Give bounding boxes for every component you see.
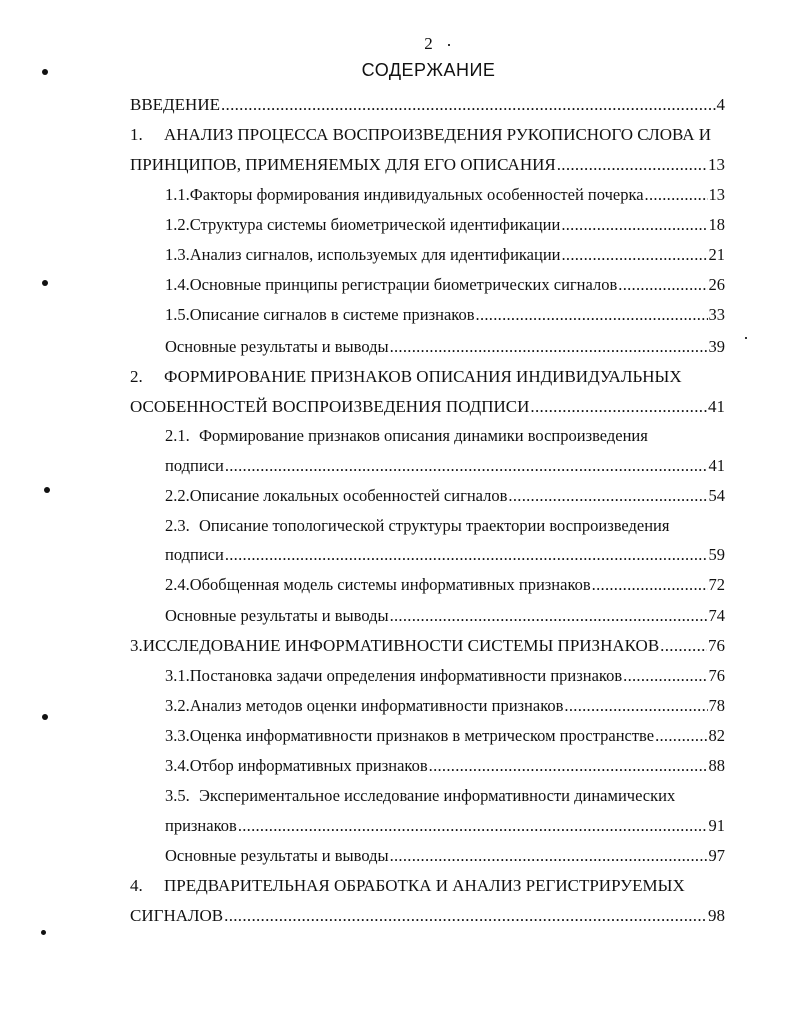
leader-dots <box>530 397 707 417</box>
toc-entry-3-2[interactable] <box>165 696 725 716</box>
section-number: 1.1. <box>165 185 190 204</box>
toc-entry-1-1[interactable] <box>165 185 725 205</box>
section-number: 1.4. <box>165 275 190 294</box>
scan-speck <box>745 337 747 339</box>
section-number: 2.1. <box>165 426 190 445</box>
toc-entry-label: Описание сигналов в системе признаков <box>189 305 475 324</box>
toc-entry-page: 72 <box>708 575 725 594</box>
chapter-title-line1: АНАЛИЗ ПРОЦЕССА ВОСПРОИЗВЕДЕНИЯ РУКОПИСНОГО СЛОВА И <box>164 125 712 144</box>
binder-mark <box>42 280 48 286</box>
toc-chapter-2-line2[interactable] <box>130 397 725 417</box>
toc-entry-page: 13 <box>708 185 725 204</box>
toc-entry-label-line2: подписи <box>165 456 224 475</box>
toc-entry-2-4[interactable] <box>165 575 725 595</box>
binder-mark <box>42 714 48 720</box>
toc-entry-label: Основные результаты и выводы <box>165 846 389 865</box>
toc-entry-1-2[interactable] <box>165 215 725 235</box>
toc-entry-page: 54 <box>708 486 725 505</box>
toc-entry-label: Описание локальных особенностей сигналов <box>189 486 508 505</box>
toc-entry-label-line1: Описание топологической структуры траектории воспроизведения <box>199 516 670 535</box>
toc-entry-2-3-line1[interactable] <box>165 516 669 536</box>
leader-dots <box>508 486 707 506</box>
toc-chapter-4-line1[interactable] <box>130 876 685 896</box>
toc-entry-results-1[interactable] <box>165 337 725 357</box>
section-number: 1.3. <box>165 245 190 264</box>
toc-entry-page: 88 <box>708 756 725 775</box>
leader-dots <box>655 726 707 746</box>
toc-entry-3-4[interactable] <box>165 756 725 776</box>
toc-entry-page: 4 <box>716 95 725 114</box>
chapter-title-line1: ФОРМИРОВАНИЕ ПРИЗНАКОВ ОПИСАНИЯ ИНДИВИДУАЛЬНЫХ <box>164 367 682 386</box>
chapter-number: 4. <box>130 876 143 895</box>
toc-entry-label: Основные принципы регистрации биометрических сигналов <box>189 275 618 294</box>
toc-entry-2-3-line2[interactable] <box>165 545 725 565</box>
toc-entry-2-1-line1[interactable] <box>165 426 648 446</box>
leader-dots <box>238 816 708 836</box>
toc-entry-results-3[interactable] <box>165 846 725 866</box>
section-number: 2.4. <box>165 575 190 594</box>
toc-entry-label: ВВЕДЕНИЕ <box>130 95 220 114</box>
toc-entry-2-2[interactable] <box>165 486 725 506</box>
section-number: 3.3. <box>165 726 190 745</box>
chapter-title-line1: ПРЕДВАРИТЕЛЬНАЯ ОБРАБОТКА И АНАЛИЗ РЕГИСТРИРУЕМЫХ <box>164 876 685 895</box>
toc-entry-page: 21 <box>708 245 725 264</box>
chapter-title-line2: ОСОБЕННОСТЕЙ ВОСПРОИЗВЕДЕНИЯ ПОДПИСИ <box>130 397 530 416</box>
toc-chapter-1-line1[interactable] <box>130 125 711 145</box>
toc-entry-page: 78 <box>708 696 725 715</box>
leader-dots <box>564 696 707 716</box>
toc-entry-2-1-line2[interactable] <box>165 456 725 476</box>
toc-entry-intro[interactable] <box>130 95 725 115</box>
toc-chapter-4-line2[interactable] <box>130 906 725 926</box>
toc-entry-page: 41 <box>708 456 725 475</box>
leader-dots <box>561 245 707 265</box>
leader-dots <box>225 456 708 476</box>
chapter-number: 1. <box>130 125 143 144</box>
chapter-title-line2: СИГНАЛОВ <box>130 906 224 925</box>
toc-entry-3-5-line1[interactable] <box>165 786 675 806</box>
section-number: 2.3. <box>165 516 190 535</box>
toc-entry-label: Факторы формирования индивидуальных особенностей почерка <box>189 185 644 204</box>
toc-entry-3-3[interactable] <box>165 726 725 746</box>
toc-entry-label: Отбор информативных признаков <box>189 756 428 775</box>
toc-entry-page: 76 <box>708 636 725 655</box>
toc-entry-3-5-line2[interactable] <box>165 816 725 836</box>
toc-chapter-1-line2[interactable] <box>130 155 725 175</box>
toc-entry-page: 97 <box>708 846 725 865</box>
chapter-title-line2: ПРИНЦИПОВ, ПРИМЕНЯЕМЫХ ДЛЯ ЕГО ОПИСАНИЯ <box>130 155 556 174</box>
toc-entry-3-1[interactable] <box>165 666 725 686</box>
leader-dots <box>476 305 708 325</box>
leader-dots <box>390 606 708 626</box>
toc-entry-page: 39 <box>708 337 725 356</box>
toc-entry-page: 59 <box>708 545 725 564</box>
toc-entry-page: 91 <box>708 816 725 835</box>
toc-entry-page: 98 <box>708 906 725 925</box>
toc-entry-page: 33 <box>708 305 725 324</box>
section-number: 3.2. <box>165 696 190 715</box>
binder-mark <box>41 930 46 935</box>
leader-dots <box>623 666 707 686</box>
scan-speck <box>448 44 450 46</box>
toc-entry-label: Анализ методов оценки информативности признаков <box>189 696 564 715</box>
leader-dots <box>592 575 708 595</box>
chapter-number: 2. <box>130 367 143 386</box>
leader-dots <box>221 95 716 115</box>
toc-chapter-2-line1[interactable] <box>130 367 682 387</box>
leader-dots <box>645 185 708 205</box>
toc-chapter-3[interactable] <box>130 636 725 656</box>
leader-dots <box>557 155 707 175</box>
toc-entry-label: Структура системы биометрической идентификации <box>189 215 561 234</box>
toc-entry-page: 76 <box>708 666 725 685</box>
binder-mark <box>44 487 50 493</box>
toc-entry-label: ИССЛЕДОВАНИЕ ИНФОРМАТИВНОСТИ СИСТЕМЫ ПРИЗНАКОВ <box>142 636 660 655</box>
section-number: 1.5. <box>165 305 190 324</box>
toc-entry-page: 82 <box>708 726 725 745</box>
toc-entry-label: Анализ сигналов, используемых для идентификации <box>189 245 561 264</box>
leader-dots <box>618 275 707 295</box>
section-number: 2.2. <box>165 486 190 505</box>
leader-dots <box>224 906 707 926</box>
leader-dots <box>225 545 708 565</box>
toc-entry-label-line2: признаков <box>165 816 237 835</box>
leader-dots <box>561 215 707 235</box>
toc-entry-1-5[interactable] <box>165 305 725 325</box>
toc-entry-label: Основные результаты и выводы <box>165 337 389 356</box>
toc-entry-label-line2: подписи <box>165 545 224 564</box>
chapter-number: 3. <box>130 636 143 655</box>
toc-entry-label-line1: Экспериментальное исследование информативности динамических <box>199 786 676 805</box>
section-number: 3.5. <box>165 786 190 805</box>
section-number: 1.2. <box>165 215 190 234</box>
toc-title: СОДЕРЖАНИЕ <box>361 60 496 80</box>
toc-entry-1-4[interactable] <box>165 275 725 295</box>
toc-entry-page: 18 <box>708 215 725 234</box>
toc-entry-label: Основные результаты и выводы <box>165 606 389 625</box>
section-number: 3.1. <box>165 666 190 685</box>
toc-entry-page: 13 <box>708 155 725 174</box>
leader-dots <box>390 846 708 866</box>
toc-entry-1-3[interactable] <box>165 245 725 265</box>
toc-entry-page: 26 <box>708 275 725 294</box>
leader-dots <box>390 337 708 357</box>
section-number: 3.4. <box>165 756 190 775</box>
toc-entry-label: Обобщенная модель системы информативных признаков <box>189 575 591 594</box>
toc-entry-page: 74 <box>708 606 725 625</box>
leader-dots <box>660 636 707 656</box>
toc-entry-label: Оценка информативности признаков в метрическом пространстве <box>189 726 655 745</box>
page-number: 2 <box>424 34 433 53</box>
leader-dots <box>429 756 708 776</box>
binder-mark <box>42 69 48 75</box>
toc-entry-results-2[interactable] <box>165 606 725 626</box>
toc-entry-label-line1: Формирование признаков описания динамики воспроизведения <box>199 426 648 445</box>
toc-entry-page: 41 <box>708 397 725 416</box>
toc-entry-label: Постановка задачи определения информативности признаков <box>189 666 623 685</box>
